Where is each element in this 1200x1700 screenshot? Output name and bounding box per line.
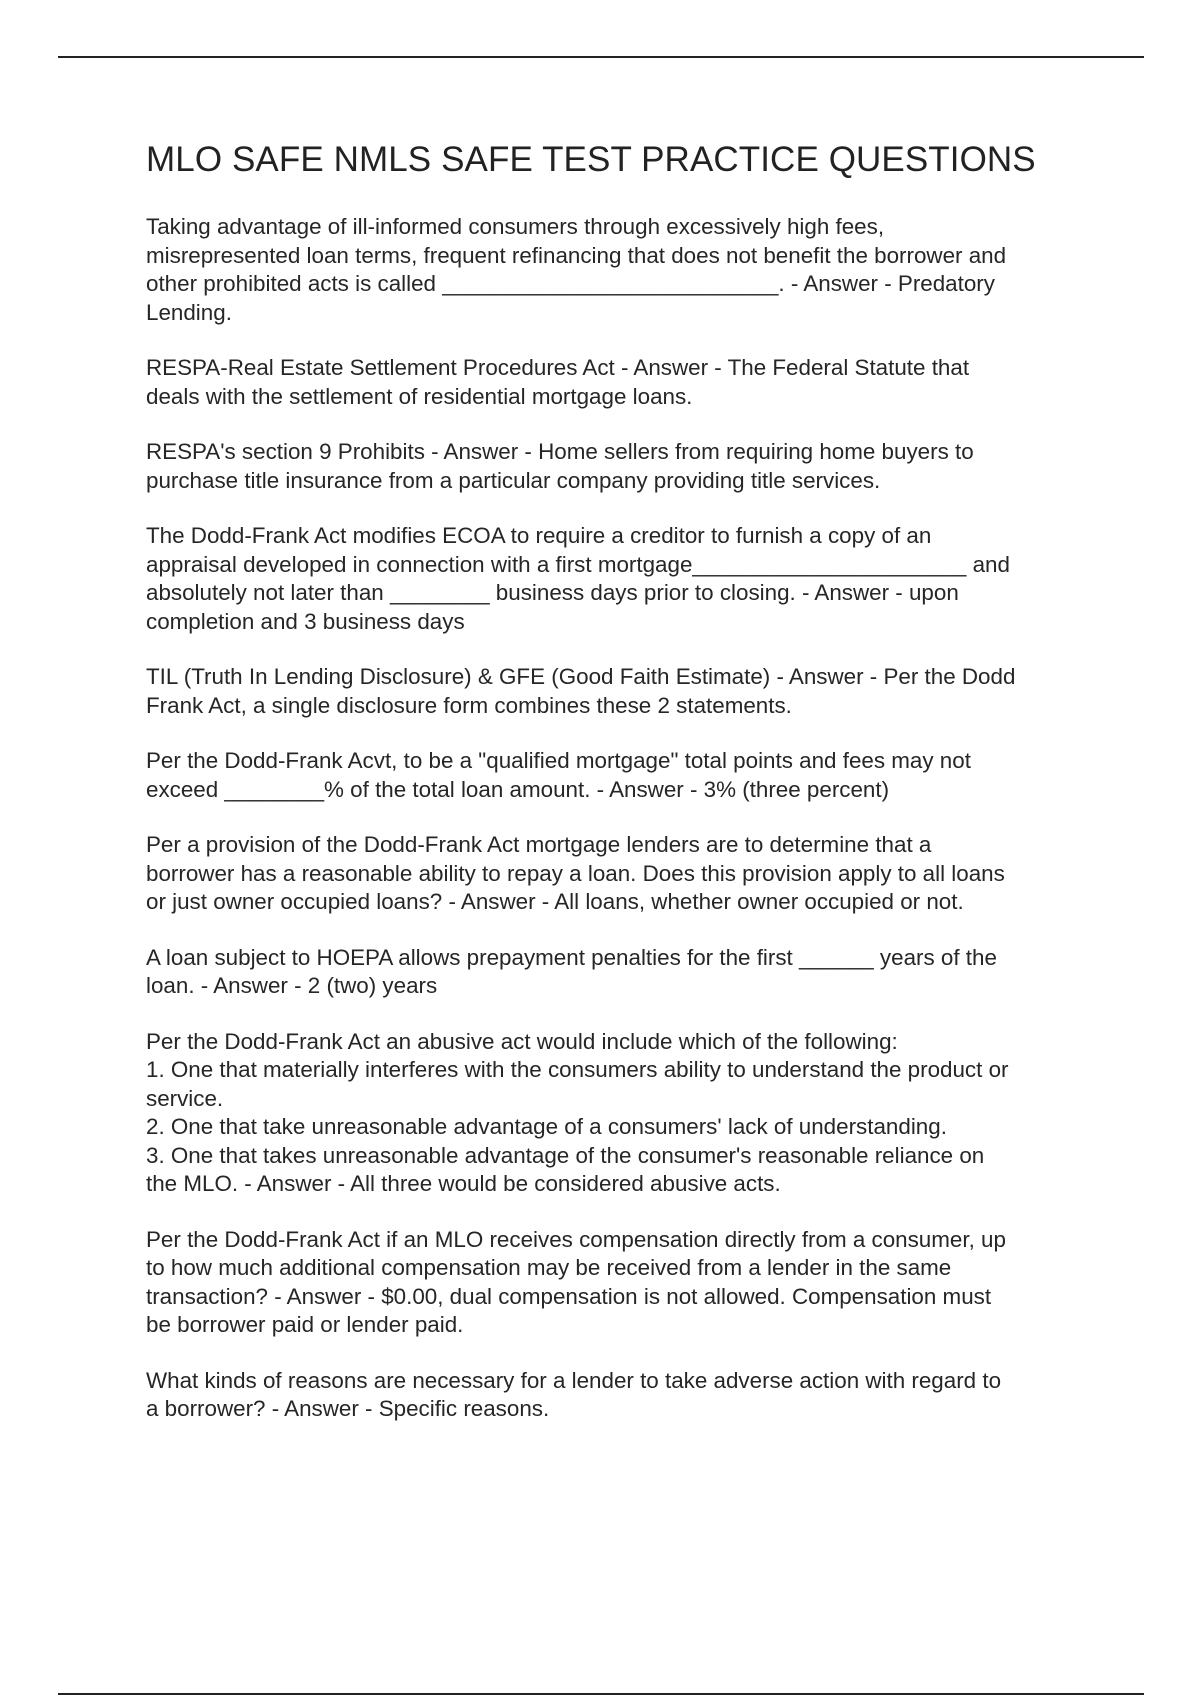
qa-line: misrepresented loan terms, frequent refinancing that does not benefit the borrower and <box>146 242 1007 268</box>
qa-line: Frank Act, a single disclosure form combines these 2 statements. <box>146 692 792 718</box>
qa-line: absolutely not later than ________ business days prior to closing. - Answer - upon <box>146 580 959 605</box>
qa-line: service. <box>146 1085 224 1111</box>
qa-line: the MLO. - Answer - All three would be considered abusive acts. <box>146 1171 781 1196</box>
qa-line: Per the Dodd-Frank Act if an MLO receives compensation directly from a consumer, up <box>146 1226 1006 1252</box>
qa-line: RESPA's section 9 Prohibits - Answer - Home sellers from requiring home buyers to <box>146 439 974 464</box>
qa-item-ability-to-repay <box>146 831 1096 917</box>
qa-line: Per the Dodd-Frank Acvt, to be a "qualified mortgage" total points and fees may not <box>146 748 971 773</box>
qa-item-dual-compensation <box>146 1226 1096 1340</box>
qa-line: Taking advantage of ill-informed consumers through excessively high fees, <box>146 214 885 239</box>
qa-line: 3. One that takes unreasonable advantage of the consumer's reasonable reliance on <box>146 1142 985 1168</box>
qa-line: borrower has a reasonable ability to repay a loan. Does this provision apply to all loans <box>146 860 1005 886</box>
qa-line: RESPA-Real Estate Settlement Procedures Act - Answer - The Federal Statute that <box>146 355 970 380</box>
top-divider <box>58 56 1144 58</box>
qa-line: deals with the settlement of residential mortgage loans. <box>146 383 693 409</box>
qa-line: Per the Dodd-Frank Act an abusive act would include which of the following: <box>146 1028 898 1054</box>
qa-line: transaction? - Answer - $0.00, dual compensation is not allowed. Compensation must <box>146 1283 992 1309</box>
qa-line: A loan subject to HOEPA allows prepayment penalties for the first ______ years of the <box>146 944 997 970</box>
qa-line: The Dodd-Frank Act modifies ECOA to require a creditor to furnish a copy of an <box>146 523 932 548</box>
qa-item-adverse-action <box>146 1367 1096 1424</box>
qa-line: exceed ________% of the total loan amount. - Answer - 3% (three percent) <box>146 776 890 802</box>
qa-line: a borrower? - Answer - Specific reasons. <box>146 1396 550 1421</box>
qa-item-qualified-mortgage <box>146 747 1096 804</box>
document-title: MLO SAFE NMLS SAFE TEST PRACTICE QUESTIONS <box>146 140 1036 179</box>
qa-item-abusive-acts <box>146 1028 1096 1199</box>
qa-line: purchase title insurance from a particular company providing title services. <box>146 467 881 493</box>
qa-line: appraisal developed in connection with a first mortgage______________________ and <box>146 551 1010 577</box>
qa-line: Per a provision of the Dodd-Frank Act mortgage lenders are to determine that a <box>146 832 932 857</box>
qa-item-predatory-lending <box>146 213 1096 327</box>
qa-line: TIL (Truth In Lending Disclosure) & GFE (Good Faith Estimate) - Answer - Per the Dodd <box>146 664 1016 689</box>
bottom-divider <box>58 1693 1144 1695</box>
qa-line: to how much additional compensation may be received from a lender in the same <box>146 1255 952 1280</box>
qa-line: What kinds of reasons are necessary for a lender to take adverse action with regard to <box>146 1367 1002 1393</box>
qa-line: Lending. <box>146 299 232 325</box>
qa-line: 2. One that take unreasonable advantage of a consumers' lack of understanding. <box>146 1114 947 1139</box>
qa-item-respa-section-9 <box>146 438 1096 495</box>
qa-line: loan. - Answer - 2 (two) years <box>146 973 438 998</box>
qa-line: completion and 3 business days <box>146 608 465 634</box>
qa-item-respa <box>146 354 1096 411</box>
qa-line: be borrower paid or lender paid. <box>146 1312 464 1337</box>
qa-item-hoepa-prepayment <box>146 944 1096 1001</box>
qa-line: 1. One that materially interferes with the consumers ability to understand the product or <box>146 1057 1009 1082</box>
qa-item-til-gfe <box>146 663 1096 720</box>
qa-line: or just owner occupied loans? - Answer - All loans, whether owner occupied or not. <box>146 889 964 914</box>
qa-item-ecoa-appraisal <box>146 522 1096 636</box>
qa-line: other prohibited acts is called ___________________________. - Answer - Predatory <box>146 271 995 296</box>
question-answer-list <box>146 213 1096 1451</box>
